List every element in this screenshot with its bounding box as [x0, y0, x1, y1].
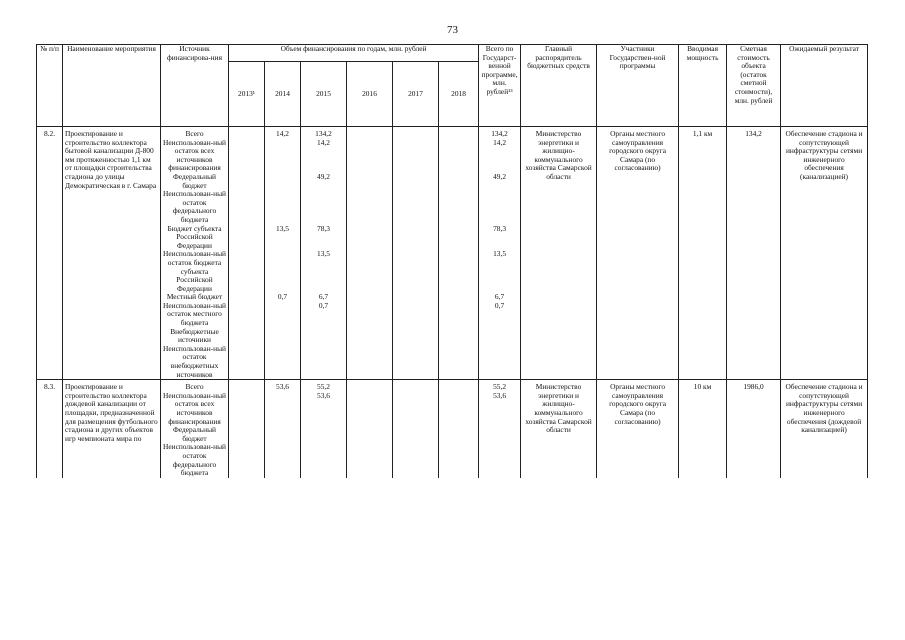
- total-value: [479, 190, 521, 224]
- funding-source: Всего: [161, 127, 229, 139]
- year-value: [439, 225, 479, 251]
- expected-result: Обеспечение стадиона и сопутствующей инфраструктуры сетями инженерного обеспечения (дождевой канализацией): [781, 380, 868, 478]
- year-value: [229, 190, 265, 224]
- year-value: [439, 190, 479, 224]
- year-value: [439, 426, 479, 443]
- funding-source: Федеральный бюджет: [161, 426, 229, 443]
- header-funding-group: Объем финансирования по годам, млн. рублей: [229, 45, 479, 62]
- total-value: 49,2: [479, 173, 521, 190]
- year-value: [439, 293, 479, 302]
- total-value: 53,6: [479, 392, 521, 426]
- row-number: 8.2.: [37, 127, 63, 380]
- header-year: 2013¹: [229, 62, 265, 127]
- year-value: [229, 426, 265, 443]
- year-value: [347, 392, 393, 426]
- year-value: [439, 380, 479, 392]
- table-header: [37, 45, 868, 127]
- budget-manager: Министерство энергетики и жилищно-коммунального хозяйства Самарской области: [521, 127, 597, 380]
- budget-manager: Министерство энергетики и жилищно-коммунального хозяйства Самарской области: [521, 380, 597, 478]
- year-value: [347, 380, 393, 392]
- expected-result: Обеспечение стадиона и сопутствующей инфраструктуры сетями инженерного обеспечения (канализацией): [781, 127, 868, 380]
- year-value: 134,2: [301, 127, 347, 139]
- year-value: [439, 328, 479, 345]
- year-value: [439, 392, 479, 426]
- total-value: [479, 443, 521, 477]
- table-body: [37, 127, 868, 478]
- measure-name: Проектирование и строительство коллектора дождевой канализации от площадки, предназначенной для размещения футбольного стадиона и других объектов игр чемпионата мира по: [63, 380, 161, 478]
- total-value: 6,7: [479, 293, 521, 302]
- header-source: Источник финансирова-ния: [161, 45, 229, 127]
- header-name: Наименование мероприятия: [63, 45, 161, 127]
- funding-source: Неиспользован-ный остаток местного бюджета: [161, 302, 229, 328]
- year-value: 53,6: [301, 392, 347, 426]
- year-value: [229, 127, 265, 139]
- year-value: [229, 443, 265, 477]
- year-value: [347, 190, 393, 224]
- year-value: [393, 328, 439, 345]
- year-value: [229, 293, 265, 302]
- estimate-cost: 1986,0: [727, 380, 781, 478]
- page-number: 73: [447, 24, 458, 36]
- funding-source: Неиспользован-ный остаток внебюджетных источников: [161, 345, 229, 380]
- year-value: [347, 139, 393, 173]
- funding-source: Федеральный бюджет: [161, 173, 229, 190]
- year-value: [393, 127, 439, 139]
- year-value: 14,2: [265, 127, 301, 139]
- year-value: [393, 293, 439, 302]
- year-value: [393, 139, 439, 173]
- year-value: [301, 190, 347, 224]
- year-value: [439, 250, 479, 293]
- year-value: [393, 173, 439, 190]
- year-value: [229, 345, 265, 380]
- year-value: [393, 302, 439, 328]
- year-value: [229, 380, 265, 392]
- year-value: [229, 302, 265, 328]
- year-value: [347, 328, 393, 345]
- year-value: [265, 392, 301, 426]
- year-value: [265, 443, 301, 477]
- header-capacity: Вводимая мощность: [679, 45, 727, 127]
- total-value: 134,2: [479, 127, 521, 139]
- year-value: [439, 139, 479, 173]
- total-value: 13,5: [479, 250, 521, 293]
- year-value: [393, 426, 439, 443]
- header-year: 2018: [439, 62, 479, 127]
- header-year: 2014: [265, 62, 301, 127]
- year-value: [301, 328, 347, 345]
- header-total: Всего по Государст-венной программе, млн. рублей¹³: [479, 45, 521, 127]
- year-value: 49,2: [301, 173, 347, 190]
- total-value: [479, 328, 521, 345]
- year-value: [229, 250, 265, 293]
- funding-table: [36, 44, 868, 478]
- year-value: [393, 225, 439, 251]
- year-value: [301, 443, 347, 477]
- year-value: [393, 443, 439, 477]
- year-value: [439, 443, 479, 477]
- year-value: [347, 302, 393, 328]
- year-value: [347, 345, 393, 380]
- year-value: [301, 426, 347, 443]
- year-value: [347, 293, 393, 302]
- year-value: [265, 190, 301, 224]
- funding-source: Неиспользован-ный остаток бюджета субъекта Российской Федерации: [161, 250, 229, 293]
- year-value: [265, 302, 301, 328]
- year-value: [439, 302, 479, 328]
- funding-source: Неиспользован-ный остаток федерального бюджета: [161, 443, 229, 477]
- year-value: [347, 127, 393, 139]
- total-value: [479, 426, 521, 443]
- year-value: [265, 328, 301, 345]
- year-value: [229, 139, 265, 173]
- header-num: № п/п: [37, 45, 63, 127]
- estimate-cost: 134,2: [727, 127, 781, 380]
- year-value: [347, 426, 393, 443]
- year-value: [347, 173, 393, 190]
- funding-source: Неиспользован-ный остаток всех источников финансирования: [161, 139, 229, 173]
- funding-source: Бюджет субъекта Российской Федерации: [161, 225, 229, 251]
- header-year: 2017: [393, 62, 439, 127]
- funding-source: Внебюджетные источники: [161, 328, 229, 345]
- year-value: [265, 173, 301, 190]
- total-value: 55,2: [479, 380, 521, 392]
- year-value: [301, 345, 347, 380]
- header-estimate: Сметная стоимость объекта (остаток сметной стоимости), млн. рублей: [727, 45, 781, 127]
- year-value: [439, 127, 479, 139]
- year-value: [439, 345, 479, 380]
- total-value: 78,3: [479, 225, 521, 251]
- year-value: [393, 250, 439, 293]
- year-value: 13,5: [301, 250, 347, 293]
- total-value: 0,7: [479, 302, 521, 328]
- table-row: [37, 127, 868, 139]
- year-value: 53,6: [265, 380, 301, 392]
- year-value: 14,2: [301, 139, 347, 173]
- capacity: 1,1 км: [679, 127, 727, 380]
- funding-source: Неиспользован-ный остаток федерального бюджета: [161, 190, 229, 224]
- total-value: [479, 345, 521, 380]
- year-value: 6,7: [301, 293, 347, 302]
- measure-name: Проектирование и строительство коллектора бытовой канализации Д-800 мм протяженностью 1,1 км от площадки строительства стадиона до улицы Демократическая в г. Самара: [63, 127, 161, 380]
- year-value: [265, 426, 301, 443]
- program-participants: Органы местного самоуправления городского округа Самара (по согласованию): [597, 380, 679, 478]
- funding-source: Неиспользован-ный остаток всех источников финансирования: [161, 392, 229, 426]
- year-value: 13,5: [265, 225, 301, 251]
- header-year: 2015: [301, 62, 347, 127]
- year-value: 0,7: [265, 293, 301, 302]
- year-value: 0,7: [301, 302, 347, 328]
- table-row: [37, 380, 868, 392]
- row-number: 8.3.: [37, 380, 63, 478]
- total-value: 14,2: [479, 139, 521, 173]
- year-value: [393, 380, 439, 392]
- year-value: [347, 250, 393, 293]
- header-participants: Участники Государствен-ной программы: [597, 45, 679, 127]
- capacity: 10 км: [679, 380, 727, 478]
- header-manager: Главный распорядитель бюджетных средств: [521, 45, 597, 127]
- year-value: [265, 139, 301, 173]
- year-value: [393, 345, 439, 380]
- header-year: 2016: [347, 62, 393, 127]
- year-value: [393, 190, 439, 224]
- year-value: [347, 443, 393, 477]
- year-value: 55,2: [301, 380, 347, 392]
- year-value: [347, 225, 393, 251]
- year-value: [439, 173, 479, 190]
- year-value: [229, 392, 265, 426]
- funding-source: Местный бюджет: [161, 293, 229, 302]
- year-value: [265, 345, 301, 380]
- funding-source: Всего: [161, 380, 229, 392]
- year-value: [229, 173, 265, 190]
- year-value: [229, 328, 265, 345]
- program-participants: Органы местного самоуправления городского округа Самара (по согласованию): [597, 127, 679, 380]
- year-value: [265, 250, 301, 293]
- year-value: [393, 392, 439, 426]
- year-value: 78,3: [301, 225, 347, 251]
- year-value: [229, 225, 265, 251]
- header-result: Ожидаемый результат: [781, 45, 868, 127]
